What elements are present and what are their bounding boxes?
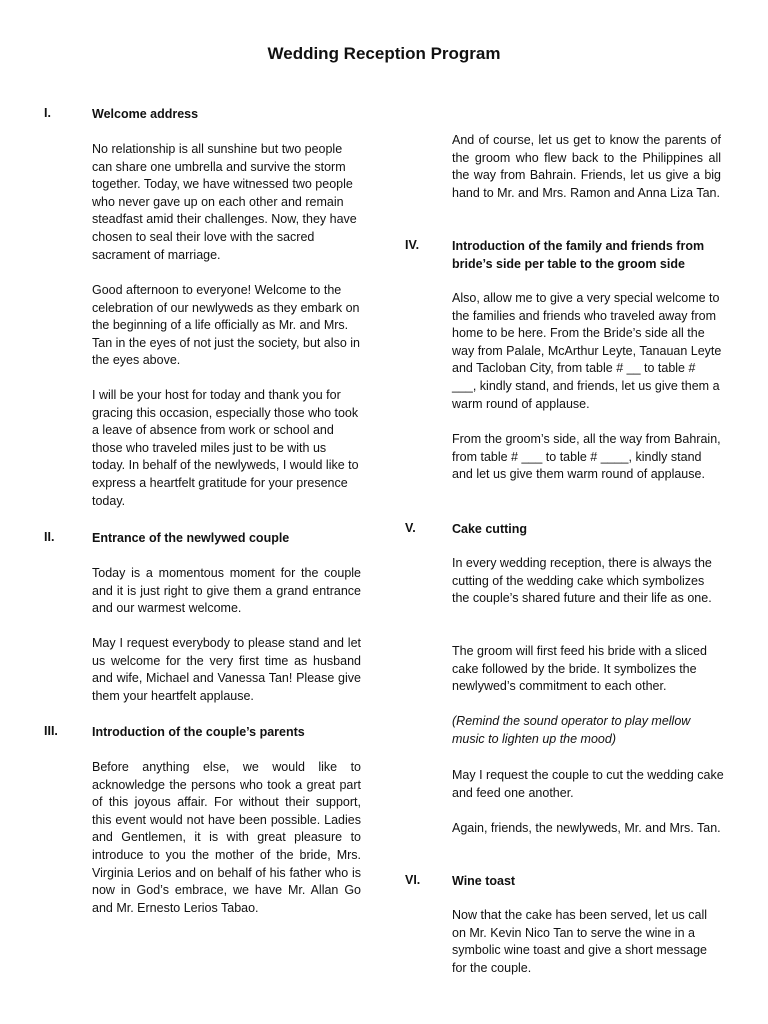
section-4-paragraph-1: Also, allow me to give a very special welcome to the families and friends who traveled away from home to be here. From the Bride’s side all the way from Palale, McArthur Leyte, Tanauan Leyte and Tacloban City, from table # __ to table # ___, kindly stand, and friends, let us give them a warm round of applause. <box>452 291 722 411</box>
section-1-paragraph-1: No relationship is all sunshine but two people can share one umbrella and survive the storm together. Today, we have witnessed two people who never gave up on each other and remain steadfast amid their challenges. Now, they have chosen to seal their love with the sacred sacrament of marriage. <box>92 142 357 262</box>
section-heading-5: Cake cutting <box>452 522 528 536</box>
section-1-paragraph-3: I will be your host for today and thank you for gracing this occasion, especially those who took a leave of absence from work or school and those who traveled miles just to be with us today. In behalf of the newlyweds, I would like to express a heartfelt gratitude for your presence today. <box>92 388 359 508</box>
section-heading-1: Welcome address <box>92 107 199 121</box>
section-5-note: (Remind the sound operator to play mellow music to lighten up the mood) <box>452 714 691 746</box>
section-5-paragraph-1: In every wedding reception, there is always the cutting of the wedding cake which symbolizes the couple’s shared future and their life as one. <box>452 556 712 606</box>
section-5-paragraph-4: Again, friends, the newlyweds, Mr. and Mrs. Tan. <box>452 821 721 835</box>
section-3-paragraph-1: Before anything else, we would like to acknowledge the persons who took a great part of this joyous affair. For without their support, this event would not have been possible. Ladies and Gentlemen, it is with great pleasure to introduce to you the mother of the bride, Mrs. Virginia Lerios and on behalf of his father who is now in God’s embrace, we have Mr. Allan Go and Mr. Ernesto Lerios Tabao. <box>92 760 361 915</box>
section-heading-2: Entrance of the newlywed couple <box>92 531 290 545</box>
section-2-paragraph-1: Today is a momentous moment for the couple and it is just right to give them a grand entrance and our warmest welcome. <box>92 566 361 616</box>
section-4-paragraph-2: From the groom’s side, all the way from Bahrain, from table # ___ to table # ____, kindly stand and let us give them warm round of applause. <box>452 432 721 482</box>
section-number-1: I. <box>44 106 51 120</box>
section-6-paragraph-1: Now that the cake has been served, let us call on Mr. Kevin Nico Tan to serve the wine in a symbolic wine toast and give a short message for the couple. <box>452 908 708 975</box>
section-heading-3: Introduction of the couple’s parents <box>92 725 305 739</box>
section-3-paragraph-2: And of course, let us get to know the parents of the groom who flew back to the Philippines all the way from Bahrain. Friends, let us give a big hand to Mr. and Mrs. Ramon and Anna Liza Tan. <box>452 133 721 200</box>
section-heading-4: Introduction of the family and friends from bride’s side per table to the groom side <box>452 239 705 271</box>
section-number-2: II. <box>44 530 55 544</box>
section-number-4: IV. <box>405 238 420 252</box>
section-5-paragraph-2: The groom will first feed his bride with a sliced cake followed by the bride. It symbolizes the newlywed’s commitment to each other. <box>452 644 707 694</box>
section-1-paragraph-2: Good afternoon to everyone! Welcome to the celebration of our newlyweds as they embark on the beginning of a life officially as Mr. and Mrs. Tan in the eyes of not just the society, but also in the eyes above. <box>92 283 360 368</box>
section-number-3: III. <box>44 724 58 738</box>
section-heading-6: Wine toast <box>452 874 516 888</box>
section-number-5: V. <box>405 521 416 535</box>
page-title: Wedding Reception Program <box>267 44 501 63</box>
section-number-6: VI. <box>405 873 421 887</box>
section-5-paragraph-3: May I request the couple to cut the wedding cake and feed one another. <box>452 768 724 800</box>
section-2-paragraph-2: May I request everybody to please stand and let us welcome for the very first time as husband and wife, Michael and Vanessa Tan! Please give them your heartfelt applause. <box>92 636 361 703</box>
